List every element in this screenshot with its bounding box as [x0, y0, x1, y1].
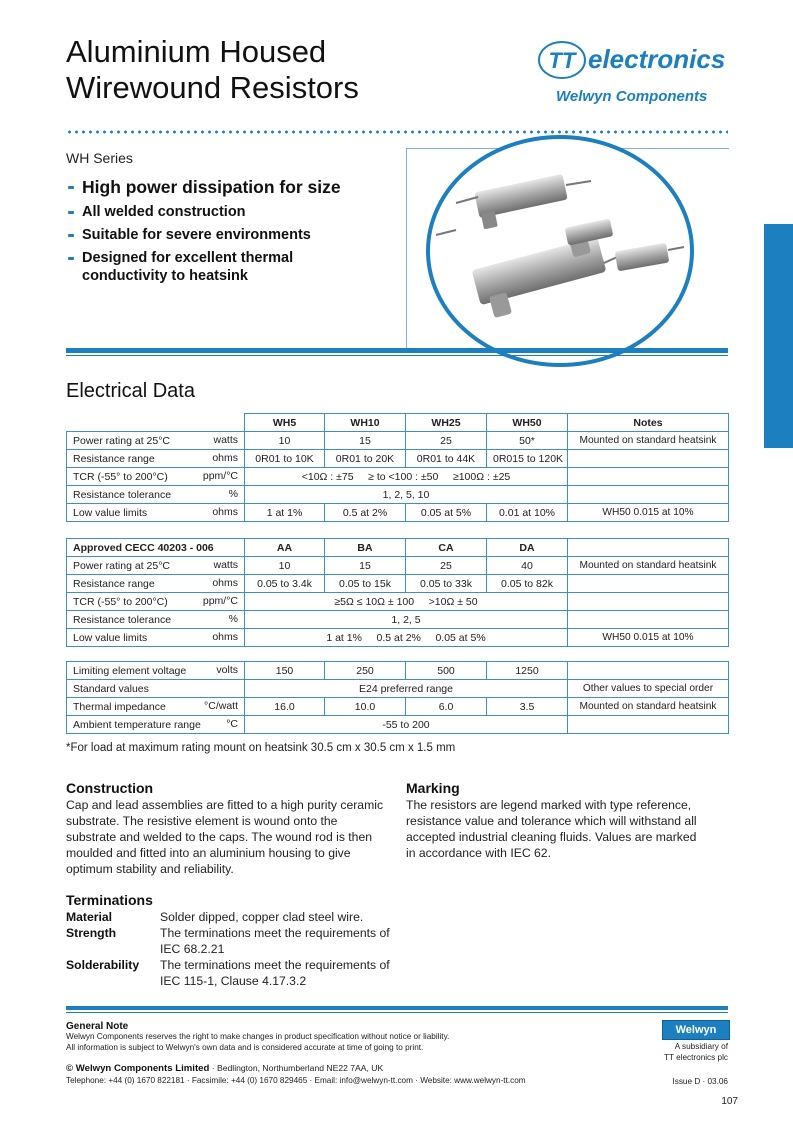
- table-cell: 16.0: [245, 698, 325, 716]
- row-label: Power rating at 25°C: [73, 559, 170, 572]
- footer-rule: [66, 1006, 728, 1010]
- footnote: *For load at maximum rating mount on heatsink 30.5 cm x 30.5 cm x 1.5 mm: [66, 742, 456, 754]
- table-cell: 10.0: [325, 698, 406, 716]
- table-cell-merged: E24 preferred range: [245, 680, 568, 698]
- table-header-cell: BA: [325, 539, 406, 557]
- table-cell: 1 at 1%: [245, 504, 325, 522]
- table-note: WH50 0.015 at 10%: [568, 504, 729, 522]
- table-cell: 0R01 to 20K: [325, 450, 406, 468]
- table-row: [67, 680, 729, 698]
- table-cell: 15: [325, 557, 406, 575]
- table-row: [67, 486, 729, 504]
- series-label: WH Series: [66, 150, 133, 166]
- table-note: WH50 0.015 at 10%: [568, 629, 729, 647]
- table-cell: 0.05 to 15k: [325, 575, 406, 593]
- table-header-cell: WH50: [487, 414, 568, 432]
- table-cell: 10: [245, 557, 325, 575]
- table-note: [568, 593, 729, 611]
- table-header-cell: Notes: [568, 414, 729, 432]
- table-row: [67, 468, 729, 486]
- address: · Bedlington, Northumberland NE22 7AA, UK: [209, 1063, 384, 1073]
- row-unit: °C/watt: [204, 700, 238, 712]
- table-cell: 0R01 to 44K: [406, 450, 487, 468]
- table-note: [568, 662, 729, 680]
- table-row: [67, 629, 729, 647]
- subsidiary-line: TT electronics plc: [663, 1052, 728, 1062]
- table-cell: 6.0: [406, 698, 487, 716]
- row-label: Resistance range: [73, 577, 155, 590]
- title-line-2: Wirewound Resistors: [66, 70, 359, 105]
- table-row: [67, 698, 729, 716]
- table-cell: 50*: [487, 432, 568, 450]
- tt-logo-icon: [537, 40, 587, 80]
- table-row: [67, 593, 729, 611]
- table-cell: 0.05 to 3.4k: [245, 575, 325, 593]
- termination-value: The terminations meet the requirements of IEC 115-1, Clause 4.17.3.2: [160, 958, 390, 988]
- table-row: [67, 575, 729, 593]
- table-row: [67, 611, 729, 629]
- table-note: [568, 468, 729, 486]
- row-label: Low value limits: [73, 506, 148, 519]
- table-cell: 40: [487, 557, 568, 575]
- issue-label: Issue D · 03.06: [672, 1077, 728, 1086]
- feature-item: Designed for excellent thermal conductivity to heatsink: [66, 249, 332, 285]
- section-tab: [764, 224, 793, 448]
- row-unit: ohms: [212, 631, 238, 643]
- row-label: Low value limits: [73, 631, 148, 644]
- contact-line: Telephone: +44 (0) 1670 822181 · Facsimile: +44 (0) 1670 829465 · Email: info@welwyn-tt.com · Website: www.welwyn-tt.com: [66, 1076, 526, 1085]
- row-unit: %: [228, 488, 238, 500]
- termination-key: Solderability: [66, 958, 140, 972]
- header-rule: [66, 348, 728, 353]
- table-header-cell: WH10: [325, 414, 406, 432]
- table-row: [67, 450, 729, 468]
- feature-list: [66, 176, 341, 290]
- row-unit: volts: [216, 664, 238, 676]
- general-note-line: All information is subject to Welwyn's own data and is considered accurate at time of going to print.: [66, 1042, 424, 1052]
- construction-text: Cap and lead assemblies are fitted to a high purity ceramic substrate. The resistive element is wound onto the substrate and welded to the caps. The wound rod is then moulded and fitted into an aluminium housing to give optimum stability and reliability.: [66, 798, 384, 876]
- row-unit: °C: [226, 718, 238, 730]
- marking-text: The resistors are legend marked with type reference, resistance value and tolerance which will withstand all accepted industrial cleaning fluids. Values are marked in accordance with IEC 62.: [406, 798, 697, 860]
- header-rule-thin: [66, 355, 728, 356]
- electrical-table-cecc: [66, 538, 729, 647]
- row-unit: ppm/°C: [202, 595, 238, 607]
- table-row: [67, 716, 729, 734]
- table-cell: 1250: [487, 662, 568, 680]
- row-label: Ambient temperature range: [73, 718, 201, 731]
- construction-heading: Construction: [66, 780, 154, 796]
- table-cell: 3.5: [487, 698, 568, 716]
- termination-value: Solder dipped, copper clad steel wire.: [160, 910, 364, 924]
- row-label: Standard values: [73, 682, 149, 695]
- feature-item: Suitable for severe environments: [66, 226, 341, 244]
- table-note: [568, 486, 729, 504]
- table-row: [67, 662, 729, 680]
- marking-heading: Marking: [406, 780, 460, 796]
- row-unit: %: [228, 613, 238, 625]
- row-label: Resistance range: [73, 452, 155, 465]
- table-cell: 0.01 at 10%: [487, 504, 568, 522]
- resistor-photo: [426, 135, 694, 367]
- copyright: © Welwyn Components Limited: [66, 1063, 210, 1074]
- table-cell-merged: 1 at 1% 0.5 at 2% 0.05 at 5%: [245, 629, 568, 647]
- table-header-row: [67, 414, 729, 432]
- table-row: [67, 557, 729, 575]
- title-line-1: Aluminium Housed: [66, 34, 327, 69]
- table-cell: 0R01 to 10K: [245, 450, 325, 468]
- electrical-table-general: [66, 661, 729, 734]
- feature-item: High power dissipation for size: [66, 176, 341, 198]
- table-note: [568, 450, 729, 468]
- table-cell: 0R015 to 120K: [487, 450, 568, 468]
- table-header-cell: [67, 414, 245, 432]
- row-unit: ohms: [212, 452, 238, 464]
- electrical-data-heading: Electrical Data: [66, 380, 195, 402]
- termination-key: Material: [66, 910, 113, 924]
- table-cell: 0.05 to 82k: [487, 575, 568, 593]
- table-cell: 250: [325, 662, 406, 680]
- row-label: Resistance tolerance: [73, 613, 172, 626]
- brand-name: electronics: [588, 44, 726, 74]
- row-unit: ppm/°C: [202, 470, 238, 482]
- table-cell: 0.05 to 33k: [406, 575, 487, 593]
- table-note: Mounted on standard heatsink: [568, 557, 729, 575]
- termination-value: The terminations meet the requirements of IEC 68.2.21: [160, 926, 390, 956]
- table-cell-merged: <10Ω : ±75 ≥ to <100 : ±50 ≥100Ω : ±25: [245, 468, 568, 486]
- row-unit: watts: [213, 559, 238, 571]
- electrical-table-wh: [66, 413, 729, 522]
- table-cell: 15: [325, 432, 406, 450]
- row-label: TCR (-55° to 200°C): [73, 470, 168, 483]
- table-header-cell: [568, 539, 729, 557]
- terminations-heading: Terminations: [66, 892, 153, 908]
- subsidiary-line: A subsidiary of: [674, 1042, 728, 1051]
- table-note: [568, 575, 729, 593]
- row-label: TCR (-55° to 200°C): [73, 595, 168, 608]
- row-label: Limiting element voltage: [73, 664, 187, 677]
- table-header-cell: AA: [245, 539, 325, 557]
- table-note: [568, 611, 729, 629]
- table-header-row: [67, 539, 729, 557]
- table-note: Other values to special order: [568, 680, 729, 698]
- table-cell-merged: ≥5Ω ≤ 10Ω ± 100 >10Ω ± 50: [245, 593, 568, 611]
- general-note-line: Welwyn Components reserves the right to make changes in product specification without notice or liability.: [66, 1032, 450, 1041]
- table-cell: 10: [245, 432, 325, 450]
- table-header-cell: WH25: [406, 414, 487, 432]
- table-row: [67, 504, 729, 522]
- table-cell: 0.5 at 2%: [325, 504, 406, 522]
- row-unit: ohms: [212, 577, 238, 589]
- table-cell: 500: [406, 662, 487, 680]
- footer-rule-thin: [66, 1012, 728, 1013]
- row-unit: watts: [213, 434, 238, 446]
- copyright-line: [66, 1063, 383, 1074]
- table-cell-merged: -55 to 200: [245, 716, 568, 734]
- table-cell-merged: 1, 2, 5: [245, 611, 568, 629]
- table-cell-merged: 1, 2, 5, 10: [245, 486, 568, 504]
- general-note-title: General Note: [66, 1021, 129, 1032]
- row-label: Power rating at 25°C: [73, 434, 170, 447]
- page-title: [66, 34, 359, 106]
- row-label: Resistance tolerance: [73, 488, 172, 501]
- table-cell: 25: [406, 432, 487, 450]
- table-header-cell: WH5: [245, 414, 325, 432]
- subsidiary-text: [628, 1042, 728, 1063]
- table-note: Mounted on standard heatsink: [568, 698, 729, 716]
- general-note-text: [66, 1032, 449, 1053]
- table-row: [67, 432, 729, 450]
- row-label: Thermal impedance: [73, 700, 166, 713]
- logo-letters: TT: [548, 48, 576, 73]
- table-header-cell: CA: [406, 539, 487, 557]
- table-cell: 0.05 at 5%: [406, 504, 487, 522]
- table-header-cell: DA: [487, 539, 568, 557]
- table-cell: 150: [245, 662, 325, 680]
- feature-item: All welded construction: [66, 203, 341, 221]
- welwyn-logo: Welwyn: [662, 1020, 730, 1040]
- table-note: [568, 716, 729, 734]
- table-cell: 25: [406, 557, 487, 575]
- table-header-cell: Approved CECC 40203 - 006: [67, 539, 245, 557]
- termination-key: Strength: [66, 926, 117, 940]
- dotted-divider: [66, 130, 728, 134]
- row-unit: ohms: [212, 506, 238, 518]
- page-number: 107: [721, 1096, 738, 1107]
- table-note: Mounted on standard heatsink: [568, 432, 729, 450]
- brand-subtitle: Welwyn Components: [556, 88, 708, 105]
